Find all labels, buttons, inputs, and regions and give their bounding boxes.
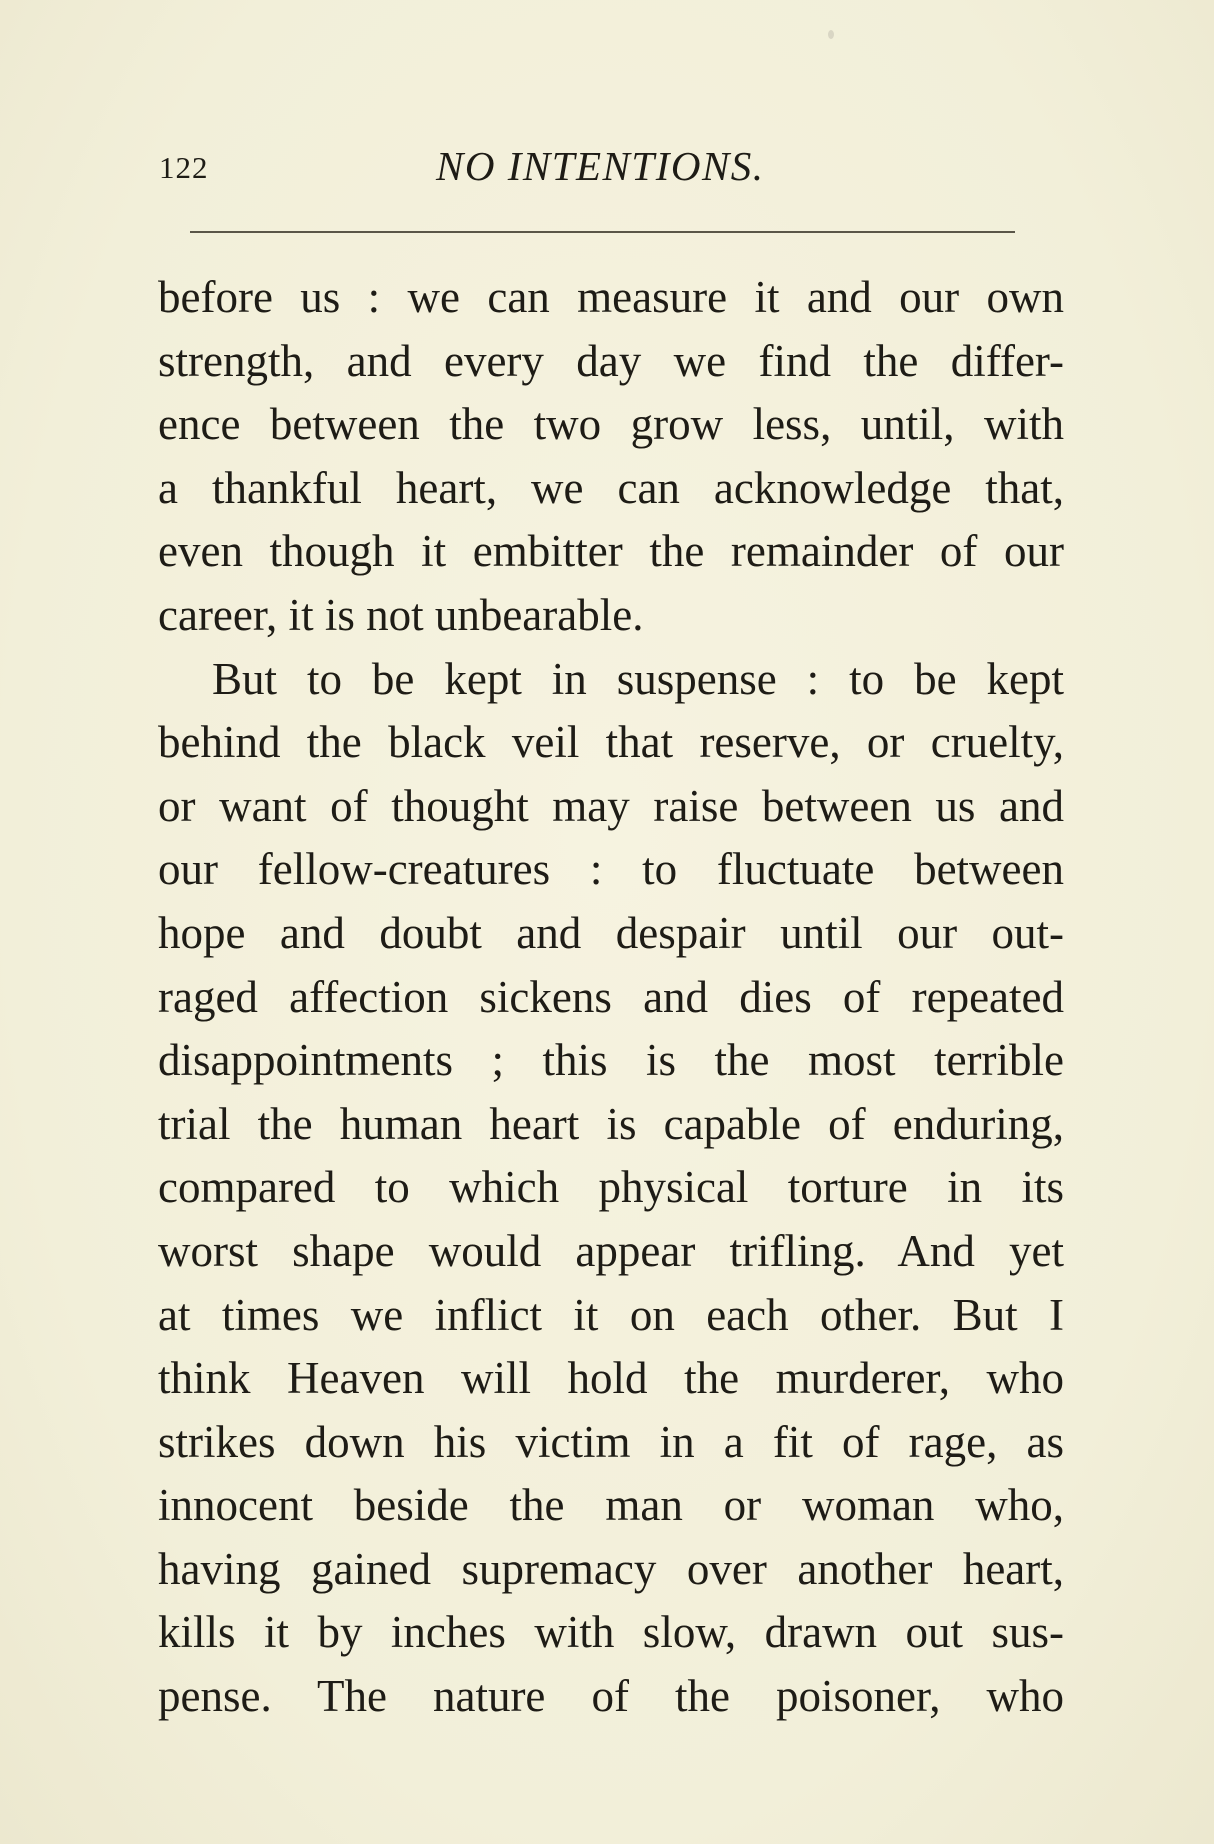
page-number: 122 xyxy=(159,150,209,185)
text-line: ence between the two grow less, until, with xyxy=(158,399,1064,450)
running-title: NO INTENTIONS. xyxy=(436,143,765,189)
text-line: kills it by inches with slow, drawn out sus- xyxy=(158,1607,1064,1658)
text-line: career, it is not unbearable. xyxy=(158,589,644,640)
text-line: hope and doubt and despair until our out- xyxy=(158,907,1064,958)
text-line: pense. The nature of the poisoner, who xyxy=(158,1671,1064,1722)
paper-speck xyxy=(828,30,834,39)
text-line: at times we inflict it on each other. But I xyxy=(158,1289,1064,1340)
text-line: compared to which physical torture in its xyxy=(158,1162,1064,1213)
text-line: worst shape would appear trifling. And yet xyxy=(158,1225,1064,1276)
text-line: strikes down his victim in a fit of rage, as xyxy=(158,1416,1064,1467)
text-line: trial the human heart is capable of enduring, xyxy=(158,1098,1064,1149)
text-line: strength, and every day we find the differ- xyxy=(158,335,1064,386)
text-line: But to be kept in suspense : to be kept xyxy=(212,653,1064,704)
text-line: a thankful heart, we can acknowledge that, xyxy=(158,462,1064,513)
text-line: having gained supremacy over another heart, xyxy=(158,1543,1064,1594)
running-header xyxy=(0,142,1214,192)
text-line: even though it embitter the remainder of our xyxy=(158,526,1064,577)
text-line: think Heaven will hold the murderer, who xyxy=(158,1353,1064,1404)
text-line: disappointments ; this is the most terrible xyxy=(158,1035,1064,1086)
header-rule xyxy=(190,231,1015,233)
text-line: raged affection sickens and dies of repeated xyxy=(158,971,1064,1022)
text-line: behind the black veil that reserve, or cruelty, xyxy=(158,717,1064,768)
text-line: our fellow-creatures : to fluctuate between xyxy=(158,844,1064,895)
text-line: before us : we can measure it and our own xyxy=(158,272,1064,322)
text-line: or want of thought may raise between us and xyxy=(158,780,1064,831)
body-text xyxy=(158,266,1064,1729)
text-line: innocent beside the man or woman who, xyxy=(158,1480,1064,1531)
